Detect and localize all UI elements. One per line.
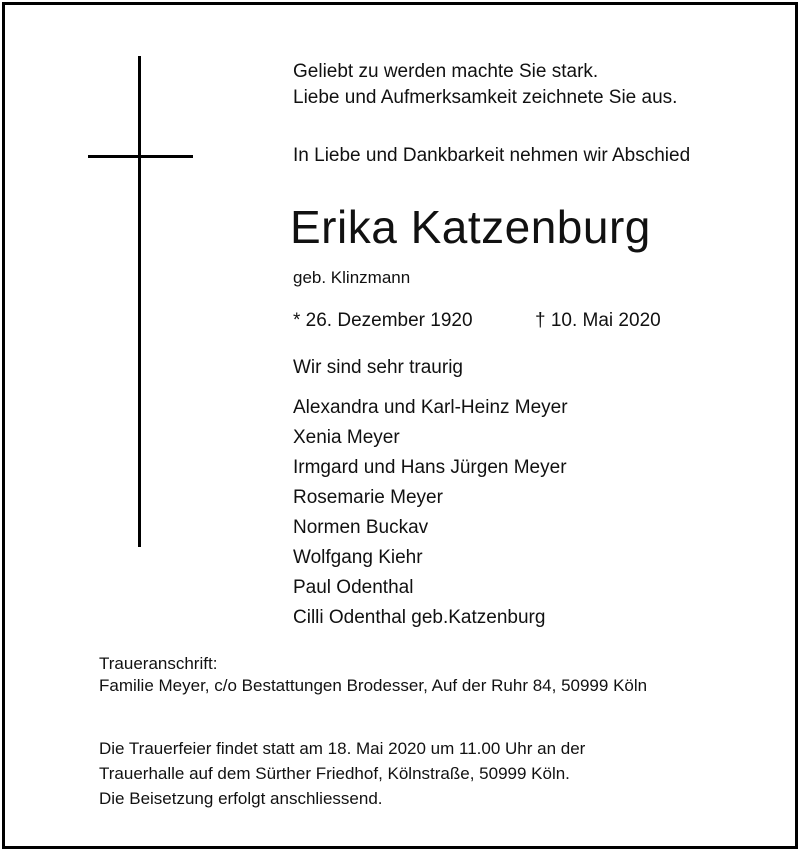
- mourner-item: Normen Buckav: [293, 517, 429, 538]
- ceremony-line-2: Trauerhalle auf dem Sürther Friedhof, Kölnstraße, 50999 Köln.: [99, 764, 570, 783]
- mourners-intro: Wir sind sehr traurig: [293, 357, 463, 378]
- motto-line-2: Liebe und Aufmerksamkeit zeichnete Sie aus.: [293, 87, 678, 108]
- farewell-text: In Liebe und Dankbarkeit nehmen wir Abschied: [293, 145, 691, 166]
- deceased-name: Erika Katzenburg: [290, 201, 651, 253]
- birth-date: * 26. Dezember 1920: [293, 310, 473, 331]
- mourner-item: Cilli Odenthal geb.Katzenburg: [293, 607, 546, 628]
- mourners-list: [293, 398, 568, 638]
- cross-icon: [138, 56, 141, 547]
- mourner-item: Wolfgang Kiehr: [293, 547, 423, 568]
- mourner-item: Xenia Meyer: [293, 427, 400, 448]
- motto-line-1: Geliebt zu werden machte Sie stark.: [293, 61, 599, 82]
- cross-icon-bar: [88, 155, 193, 158]
- death-date: † 10. Mai 2020: [535, 310, 661, 331]
- mourner-item: Rosemarie Meyer: [293, 487, 443, 508]
- address-label: Traueranschrift:: [99, 654, 218, 673]
- mourner-item: Alexandra und Karl-Heinz Meyer: [293, 397, 568, 418]
- mourner-item: Irmgard und Hans Jürgen Meyer: [293, 457, 567, 478]
- mourner-item: Paul Odenthal: [293, 577, 414, 598]
- address-value: Familie Meyer, c/o Bestattungen Brodesser, Auf der Ruhr 84, 50999 Köln: [99, 676, 648, 695]
- ceremony-line-3: Die Beisetzung erfolgt anschliessend.: [99, 789, 383, 808]
- birth-name: geb. Klinzmann: [293, 268, 411, 287]
- ceremony-line-1: Die Trauerfeier findet statt am 18. Mai 2020 um 11.00 Uhr an der: [99, 739, 586, 758]
